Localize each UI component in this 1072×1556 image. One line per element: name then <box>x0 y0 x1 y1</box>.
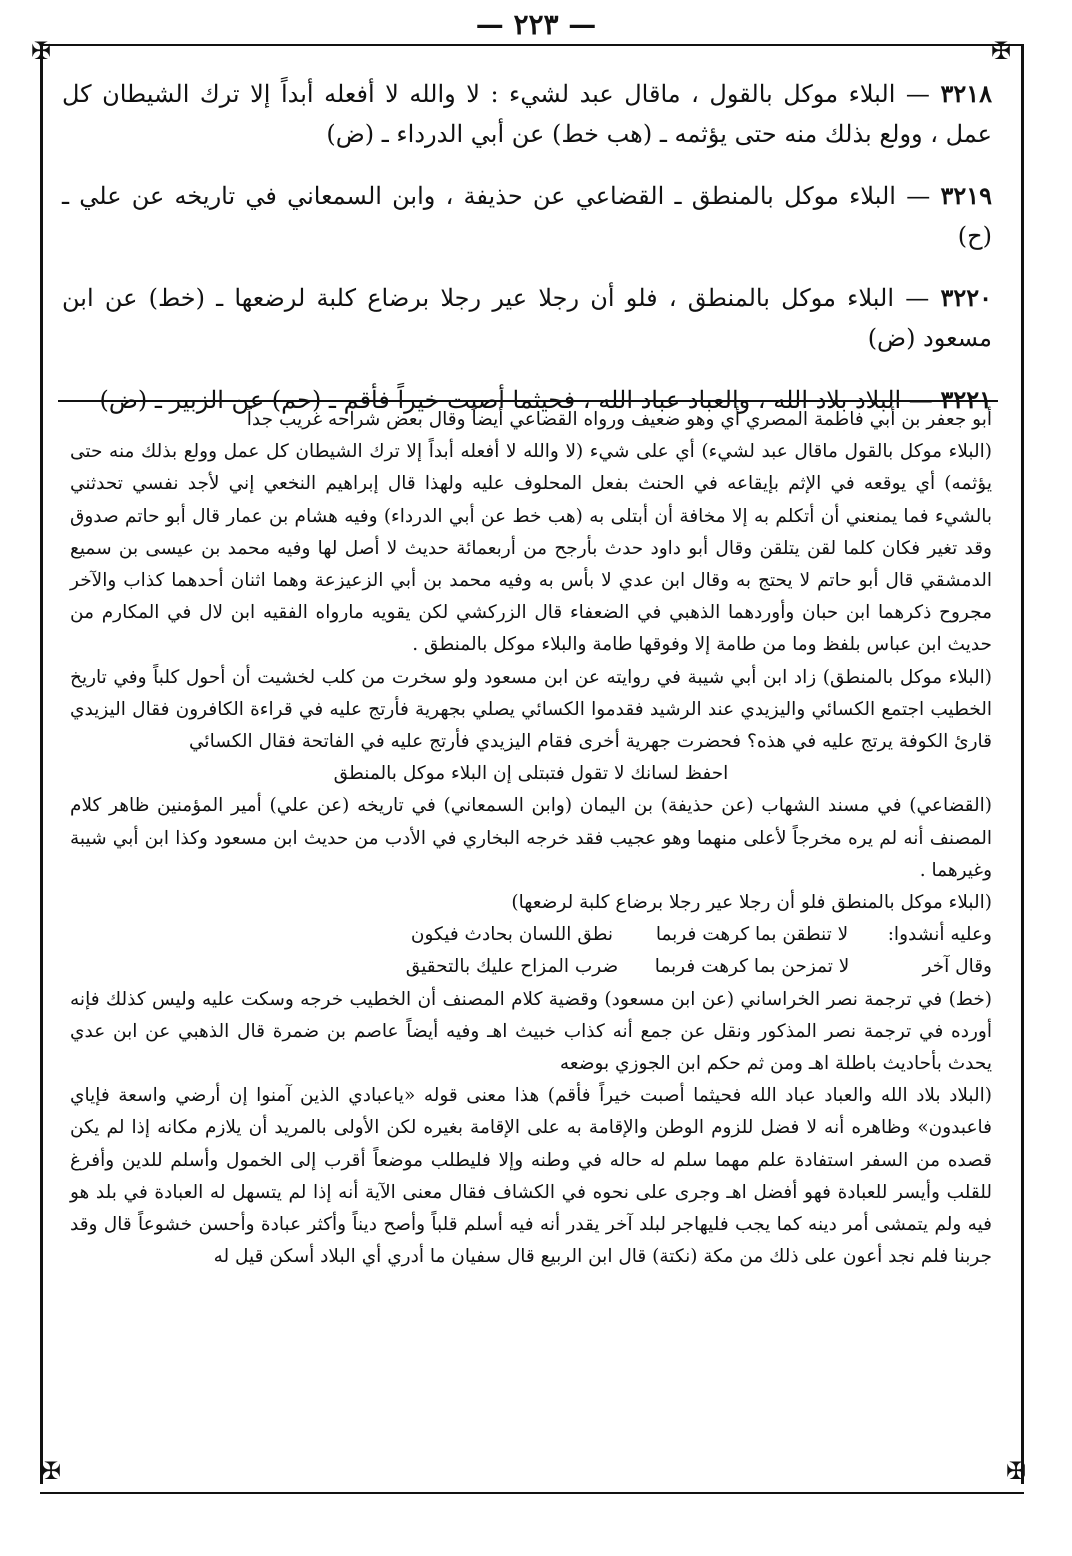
commentary-paragraph: (البلاء موكل بالقول ماقال عبد لشيء) أي على شيء (لا والله لا أفعله أبداً إلا ترك الشيطان كل عمل وولع بذلك منه حتى يؤثمه) أي يوقعه في الإثم بإيقاعه في الحنث بفعل المحلوف عليه ولهذا قال إبراهيم النخعي إني لأجد نفسي تحدثني بالشيء فما يمنعني أن أتكلم به إلا مخافة أن أبتلى به (هب خط عن أبي الدرداء) وفيه هشام بن عمار قال أبو حاتم صدوق وقد تغير فكان كلما لقن يتلقن وقال أبو داود حدث بأرجح من أربعمائة حديث لا أصل لها وفيه محمد بن عيسى بن سميع الدمشقي قال أبو حاتم لا يحتج به وقال ابن عدي لا بأس به وفيه محمد بن أبي الزعيزعة وهما اثنان أحدهما كذاب والآخر مجروح ذكرهما ابن حبان وأوردهما الذهبي في الضعفاء قال الزركشي لكن يقويه مارواه الفقيه ابن لال في المكارم من حديث ابن عباس بلفظ وما من طامة إلا وفوقها طامة والبلاء موكل بالمنطق . <box>70 441 992 656</box>
hadith-entry <box>62 176 992 256</box>
section-divider <box>58 400 998 402</box>
verse-line: احفظ لسانك لا تقول فتبتلى إن البلاء موكل بالمنطق <box>333 763 729 785</box>
corner-ornament-icon: ✠ <box>40 1457 62 1485</box>
poem-hemistich: لا تنطقن بما كرهت فربما <box>655 924 849 946</box>
corner-ornament-icon: ✠ <box>1005 1457 1027 1485</box>
commentary-paragraph: (البلاء موكل بالمنطق) زاد ابن أبي شيبة في روايته عن ابن مسعود ولو سخرت من كلب لخشيت أن أحول كلباً وفي تاريخ الخطيب اجتمع الكسائي واليزيدي عند الرشيد فقدموا الكسائي يصلي بجهرية فأرتج عليه في قراءة الكافرون فقال اليزيدي قارئ الكوفة يرتج عليه في هذه؟ فحضرت جهرية أخرى فقام اليزيدي فأرتج عليه في الفاتحة فقال الكسائي <box>70 666 992 753</box>
poem-hemistich: لا تمزحن بما كرهت فربما <box>654 956 850 978</box>
hadith-text: — البلاد بلاد الله ، والعباد عباد الله ، فحيثما أصبت خيراً فأقم ـ (حم) عن الزبير ـ (ض) <box>99 386 933 414</box>
hadith-text: — البلاء موكل بالمنطق ، فلو أن رجلا عير رجلا برضاع كلبة لرضعها ـ (خط) عن ابن مسعود (ض) <box>62 284 992 352</box>
poem-hemistich: ضرب المزاح عليك بالتحقيق <box>405 956 619 978</box>
poem-line <box>70 951 992 983</box>
hadith-text: — البلاء موكل بالقول ، ماقال عبد لشيء : لا والله لا أفعله أبداً إلا ترك الشيطان كل عمل ، وولع بذلك منه حتى يؤثمه ـ (هب خط) عن أبي الدرداء ـ (ض) <box>62 80 992 148</box>
page-number: — ٢٢٣ — <box>475 8 597 41</box>
hadith-entry <box>62 74 992 154</box>
poem-hemistich: نطق اللسان بحادث فيكون <box>410 924 614 946</box>
poem-intro: وقال آخر <box>922 956 992 978</box>
poem-intro: وعليه أنشدوا: <box>887 924 992 946</box>
commentary-paragraph: (البلاد بلاد الله والعباد عباد الله فحيثما أصبت خيراً فأقم) هذا معنى قوله «ياعبادي الذين آمنوا إن أرضي واسعة فإياي فاعبدون» وظاهره أنه لا فضل للزوم الوطن والإقامة به على الإقامة بغيره لكن الأولى بالمريد أن يلازم مكانه إذا لم يكن قصده من السفر استفادة علم مهما سلم له حاله في وطنه وإلا فليطلب موضعاً أقرب إلى الخمول وأسلم للدين وأفرغ للقلب وأيسر للعبادة فهو أفضل اهـ وجرى على نحوه في الكشاف فقال معنى الآية أنه إذا لم يتسهل له العبادة في بلد هو فيه ولم يتمشى أمر دينه كما يجب فليهاجر لبلد آخر يقدر أنه فيه أسلم قلباً وأصح ديناً وأكثر عبادة وأحسن خشوعاً قال وقد جربنا فلم نجد أعون على ذلك من مكة (نكتة) قال ابن الربيع قال سفيان ما أدري أي البلاد أسكن قيل له <box>70 1085 992 1268</box>
corner-ornament-icon: ✠ <box>30 37 52 65</box>
commentary-paragraph: (خط) في ترجمة نصر الخراساني (عن ابن مسعود) وقضية كلام المصنف أن الخطيب خرجه وسكت عليه وليس كذلك فإنه أورده في ترجمة نصر المذكور ونقل عن جمع أنه كذاب خبيث اهـ وفيه أيضاً عاصم بن ضمرة قال الذهبي عن ابن عدي يحدث بأحاديث باطلة اهـ ومن ثم حكم ابن الجوزي بوضعه <box>70 988 992 1075</box>
hadith-list <box>62 74 992 442</box>
commentary-section <box>70 404 992 1273</box>
hadith-number: ٣٢٢٠ <box>940 283 992 312</box>
hadith-text: — البلاء موكل بالمنطق ـ القضاعي عن حذيفة ، وابن السمعاني في تاريخه عن علي ـ (ح) <box>62 182 992 250</box>
corner-ornament-icon: ✠ <box>990 37 1012 65</box>
commentary-paragraph: (القضاعي) في مسند الشهاب (عن حذيفة) بن اليمان (وابن السمعاني) في تاريخه (عن علي) أمير المؤمنين ظاهر كلام المصنف أنه لم يره مخرجاً لأعلى منهما وهو عجيب فقد خرجه البخاري في الأدب من حديث ابن مسعود وكذا ابن أبي شيبة وغيرهما . <box>70 795 992 881</box>
commentary-paragraph: (البلاء موكل بالمنطق فلو أن رجلا عير رجلا برضاع كلبة لرضعها) <box>511 892 992 914</box>
poem-line <box>70 919 992 951</box>
hadith-number: ٣٢٢١ <box>940 385 992 414</box>
commentary-paragraph: أبو جعفر بن أبي فاطمة المصري أي وهو ضعيف ورواه القضاعي أيضاً وقال بعض شراحه غريب جداً <box>246 409 992 430</box>
hadith-entry <box>62 278 992 358</box>
hadith-number: ٣٢١٨ <box>940 79 992 108</box>
hadith-number: ٣٢١٩ <box>940 181 992 210</box>
